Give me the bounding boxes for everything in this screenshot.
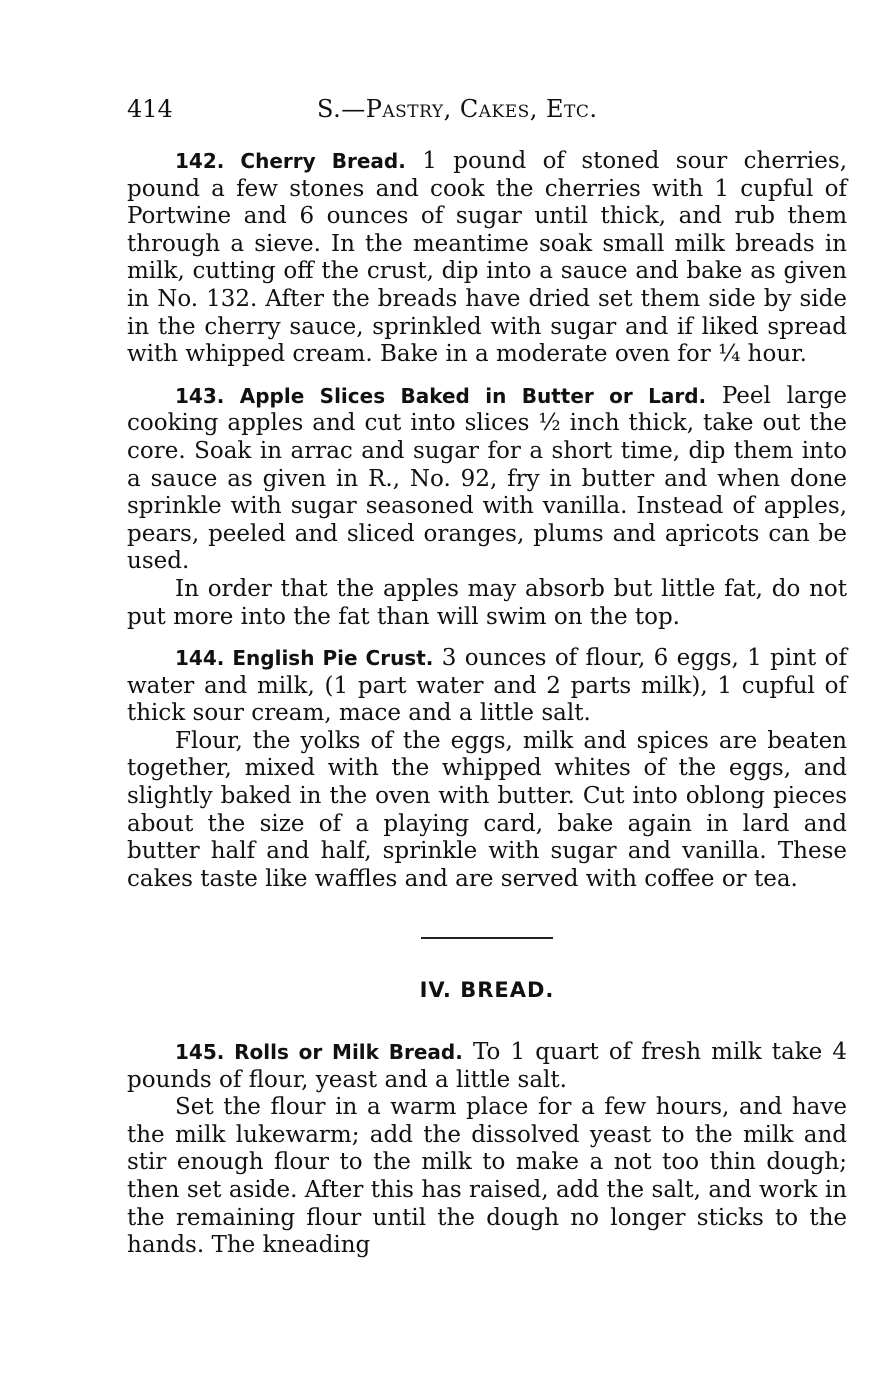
section-divider: [421, 937, 553, 939]
recipe-text: 3 ounces of flour, 6 eggs, 1 pint of water and milk, (1 part water and 2 parts milk), 1 cupful of thick sour cream, mace and a little salt.: [127, 645, 848, 727]
recipe-144-continuation: Flour, the yolks of the eggs, milk and spices are beaten together, mixed with the whipped whites of the eggs, and slightly baked in the oven with butter. Cut into oblong pieces about the size of a playing card, bake again in lard and butter half and half, sprinkle with sugar and vanilla. These cakes taste like waffles and are served with coffee or tea.: [127, 727, 847, 892]
recipe-name: English Pie Crust.: [232, 646, 434, 671]
recipe-144: [127, 645, 847, 728]
recipe-142: [127, 148, 847, 369]
recipe-number: 144.: [175, 646, 225, 671]
recipe-title: [175, 149, 406, 173]
recipe-name: Rolls or Milk Bread.: [234, 1040, 463, 1065]
recipe-title: [175, 1040, 463, 1064]
section-heading: IV. BREAD.: [419, 978, 555, 1003]
recipe-text: To 1 quart of fresh milk take 4 pounds of flour, yeast and a little salt.: [127, 1039, 848, 1093]
recipe-title: [175, 646, 433, 670]
recipe-143-continuation: In order that the apples may absorb but little fat, do not put more into the fat than will swim on the top.: [127, 575, 847, 630]
recipe-number: 142.: [175, 149, 225, 173]
recipe-number: 143.: [175, 383, 225, 408]
page-number: 414: [127, 95, 173, 123]
recipe-143: [127, 383, 847, 576]
recipe-number: 145.: [175, 1040, 225, 1065]
recipe-145-continuation: Set the flour in a warm place for a few hours, and have the milk lukewarm; add the dissolved yeast to the milk and stir enough flour to the milk to make a not too thin dough; then set aside. After this has raised, add the salt, and work in the remaining flour until the dough no longer sticks to the hands. The kneading: [127, 1094, 847, 1259]
running-head: S.—Pastry, Cakes, Etc.: [317, 95, 598, 123]
page-body: [127, 148, 847, 1274]
recipe-text: 1 pound of stoned sour cherries, pound a few stones and cook the cherries with 1 cupful of Portwine and 6 ounces of sugar until thick, and rub them through a sieve. In the meantime soak small milk breads in milk, cutting off the crust, dip into a sauce and bake as given in No. 132. After the breads have dried set them side by side in the cherry sauce, sprinkled with sugar and if liked spread with whipped cream. Bake in a moderate oven for ¼ hour.: [127, 148, 848, 368]
recipe-145: [127, 1039, 847, 1094]
recipe-name: Apple Slices Baked in Butter or Lard.: [239, 383, 707, 408]
recipe-name: Cherry Bread.: [240, 149, 406, 173]
recipe-text: Peel large cooking apples and cut into slices ½ inch thick, take out the core. Soak in arrac and sugar for a short time, dip them into a sauce as given in R., No. 92, fry in butter and when done sprinkle with sugar seasoned with vanilla. Instead of apples, pears, peeled and sliced oranges, plums and apricots can be used.: [127, 382, 848, 575]
page-header: [127, 96, 847, 128]
recipe-title: [175, 384, 706, 408]
